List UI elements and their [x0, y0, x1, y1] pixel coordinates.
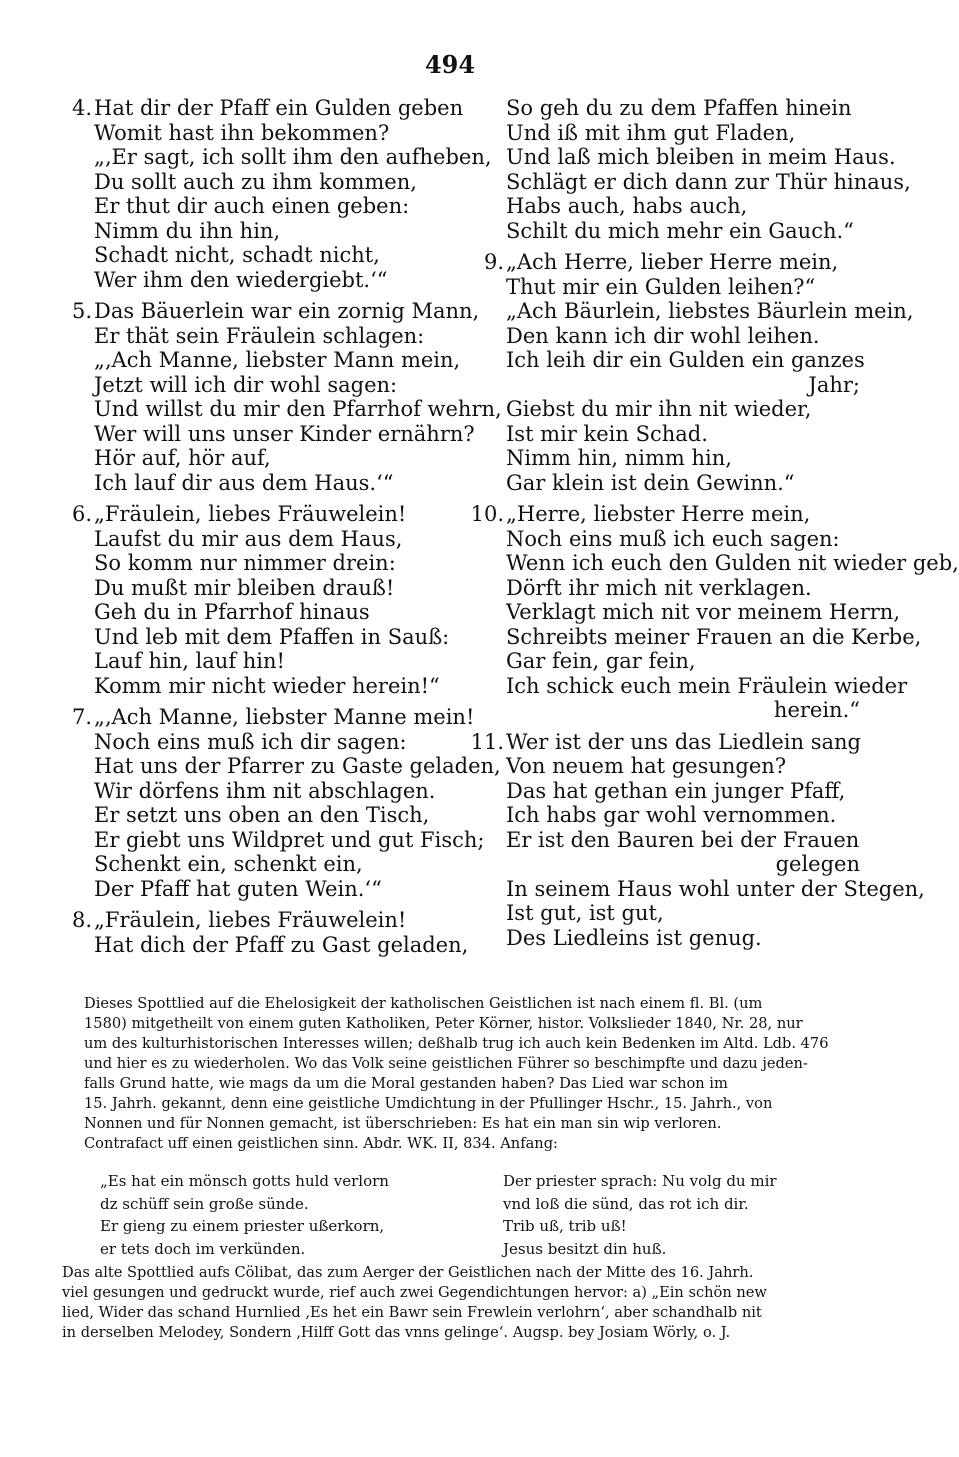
- verse-line: „‚Ach Manne, liebster Mann mein,: [94, 348, 461, 372]
- stanza-lines: [94, 96, 492, 292]
- verse-line: In seinem Haus wohl unter der Stegen,: [506, 876, 925, 901]
- stanza-number: 7.: [71, 705, 92, 729]
- verse-line: Ich lauf dir aus dem Haus.‘“: [94, 470, 394, 495]
- verse-line: Dörft ihr mich nit verklagen.: [506, 575, 812, 600]
- verse-line: Und willst du mir den Pfarrhof wehrn,: [94, 397, 502, 421]
- verse-line: „Ach Bäurlein, liebstes Bäurlein mein,: [506, 299, 914, 323]
- verse-line: Thut mir ein Gulden leihen?“: [506, 274, 816, 299]
- note-line: 1580) mitgetheilt von einem guten Katholiken, Peter Körner, histor. Volkslieder 1840, Nr. 28, nur: [84, 1015, 803, 1032]
- quote-line: Trib uß, trib uß!: [503, 1217, 627, 1235]
- verse-line: Schenkt ein, schenkt ein,: [94, 852, 363, 876]
- footer-note: [62, 1263, 852, 1343]
- stanza: [470, 96, 911, 243]
- note-line: falls Grund hatte, wie mags da um die Moral gestanden haben? Das Lied war schon im: [84, 1075, 728, 1092]
- verse-line: Er thät sein Fräulein schlagen:: [94, 323, 425, 348]
- verse-line: Wer ihm den wiedergiebt.‘“: [94, 267, 388, 292]
- verse-line: Des Liedleins ist genug.: [506, 925, 762, 950]
- verse-line: Hat dich der Pfaff zu Gast geladen,: [94, 932, 469, 957]
- stanza-number: 5.: [71, 299, 92, 323]
- verse-line: Der Pfaff hat guten Wein.‘“: [94, 876, 382, 901]
- verse-line: Und leb mit dem Pfaffen in Sauß:: [94, 624, 450, 649]
- footer-line: Das alte Spottlied aufs Cölibat, das zum Aerger der Geistlichen nach der Mitte des 16. Jahrh.: [62, 1264, 754, 1281]
- verse-line: Schadt nicht, schadt nicht,: [94, 243, 380, 267]
- stanza-lines: [94, 502, 462, 698]
- quoted-verse-left: [100, 1170, 490, 1260]
- verse-line: Wer ist der uns das Liedlein sang: [506, 729, 861, 754]
- verse-line: Er ist den Bauren bei der Frauen: [506, 827, 860, 852]
- verse-line: gelegen: [775, 852, 860, 876]
- stanza-number: 6.: [71, 502, 92, 526]
- stanza-number: 11.: [470, 729, 504, 754]
- stanza-lines: [506, 250, 914, 495]
- verse-line: Hör auf, hör auf,: [94, 446, 271, 470]
- verse-line: Verklagt mich nit vor meinem Herrn,: [506, 600, 901, 624]
- verse-line: Jetzt will ich dir wohl sagen:: [94, 372, 398, 397]
- verse-line: Gar klein ist dein Gewinn.“: [506, 470, 795, 495]
- quote-line: vnd loß die sünd, das rot ich dir.: [503, 1194, 749, 1213]
- note-line: und hier es zu wiederholen. Wo das Volk seine geistlichen Führer so beschimpfte und dazu jeden-: [84, 1055, 808, 1072]
- note-line: Nonnen und für Nonnen gemacht, ist überschrieben: Es hat ein man sin wip verloren.: [84, 1115, 722, 1132]
- footer-line: in derselben Melodey, Sondern ‚Hilff Gott das vnns gelinge‘. Augsp. bey Josiam Wörly, o. J.: [62, 1324, 731, 1341]
- verse-line: Er giebt uns Wildpret und gut Fisch;: [94, 827, 485, 852]
- stanza-lines: [94, 299, 502, 495]
- quote-line: Der priester sprach: Nu volg du mir: [503, 1172, 777, 1190]
- verse-line: Er setzt uns oben an den Tisch,: [94, 803, 430, 827]
- verse-line: „Fräulein, liebes Fräuwelein!: [94, 908, 407, 932]
- note-line: 15. Jahrh. gekannt, denn eine geistliche Umdichtung in der Pfullinger Hschr., 15. Jahrh., von: [84, 1095, 773, 1112]
- verse-line: Lauf hin, lauf hin!: [94, 649, 285, 673]
- quoted-verse-right: [503, 1170, 863, 1260]
- verse-line: „‚Er sagt, ich sollt ihm den aufheben,: [94, 145, 492, 169]
- stanza: [470, 250, 914, 495]
- quote-line: „Es hat ein mönsch gotts huld verlorn: [100, 1172, 389, 1190]
- stanza: [62, 96, 492, 292]
- page-number: 494: [424, 50, 476, 79]
- verse-line: Wir dörfens ihm nit abschlagen.: [94, 778, 436, 803]
- stanza: [62, 299, 502, 495]
- note-line: Contrafact uff einen geistlichen sinn. Abdr. WK. II, 834. Anfang:: [84, 1135, 558, 1152]
- footer-line: lied, Wider das schand Hurnlied ‚Es het ein Bawr sein Frewlein verlohrn‘, aber schandhalb nit: [62, 1304, 762, 1321]
- quote-line: Jesus besitzt din huß.: [503, 1239, 667, 1258]
- verse-line: Er thut dir auch einen geben:: [94, 194, 410, 218]
- verse-line: Jahr;: [808, 372, 860, 397]
- verse-line: Gar fein, gar fein,: [506, 649, 696, 673]
- stanza-number: 10.: [470, 502, 504, 526]
- quote-line: Er gieng zu einem priester ußerkorn,: [100, 1217, 385, 1235]
- stanza-number: 9.: [483, 250, 504, 274]
- verse-line: „‚Ach Manne, liebster Manne mein!: [94, 705, 475, 729]
- stanza-lines: [506, 729, 925, 951]
- verse-line: Das Bäuerlein war ein zornig Mann,: [94, 299, 480, 323]
- verse-line: Nimm hin, nimm hin,: [506, 446, 732, 470]
- verse-line: Noch eins muß ich euch sagen:: [506, 526, 840, 551]
- verse-line: Und iß mit ihm gut Fladen,: [506, 120, 796, 145]
- stanza: [470, 502, 959, 723]
- verse-line: Wer will uns unser Kinder ernährn?: [94, 421, 475, 446]
- right-column: [470, 96, 959, 957]
- verse-line: „Ach Herre, lieber Herre mein,: [506, 250, 839, 274]
- verse-line: Von neuem hat gesungen?: [506, 754, 787, 778]
- stanza: [62, 908, 469, 957]
- verse-line: Ich leih dir ein Gulden ein ganzes: [506, 348, 865, 372]
- verse-line: Ich habs gar wohl vernommen.: [506, 803, 837, 827]
- verse-line: „Herre, liebster Herre mein,: [506, 502, 811, 526]
- editorial-note: [84, 994, 854, 1154]
- footer-line: viel gesungen und gedruckt wurde, rief auch zwei Gegendichtungen hervor: a) „Ein schön new: [62, 1284, 767, 1301]
- verse-line: Den kann ich dir wohl leihen.: [506, 323, 820, 348]
- stanza-number: 8.: [71, 908, 92, 932]
- verse-line: herein.“: [773, 698, 860, 722]
- verse-line: Und laß mich bleiben in meim Haus.: [506, 145, 896, 169]
- verse-line: Wenn ich euch den Gulden nit wieder geb,: [506, 551, 959, 575]
- verse-line: Schlägt er dich dann zur Thür hinaus,: [506, 169, 911, 194]
- stanza-lines: [506, 502, 959, 723]
- quote-line: dz schüff sein große sünde.: [100, 1194, 309, 1213]
- verse-line: Noch eins muß ich dir sagen:: [94, 729, 407, 754]
- verse-line: Giebst du mir ihn nit wieder,: [506, 397, 812, 421]
- verse-line: Laufst du mir aus dem Haus,: [94, 526, 403, 551]
- verse-line: Du sollt auch zu ihm kommen,: [94, 169, 417, 194]
- verse-line: So geh du zu dem Pfaffen hinein: [506, 96, 852, 120]
- stanza-number: 4.: [71, 96, 92, 120]
- quote-line: er tets doch im verkünden.: [100, 1239, 306, 1258]
- stanza: [62, 502, 462, 698]
- verse-line: Nimm du ihn hin,: [94, 218, 281, 243]
- verse-line: Komm mir nicht wieder herein!“: [94, 673, 440, 698]
- verse-line: Hat dir der Pfaff ein Gulden geben: [94, 96, 464, 120]
- verse-line: Du mußt mir bleiben drauß!: [94, 575, 395, 600]
- verse-line: Womit hast ihn bekommen?: [94, 120, 390, 145]
- note-line: Dieses Spottlied auf die Ehelosigkeit der katholischen Geistlichen ist nach einem fl. Bl. (um: [84, 995, 763, 1012]
- verse-line: Das hat gethan ein junger Pfaff,: [506, 778, 846, 803]
- verse-line: „Fräulein, liebes Fräuwelein!: [94, 502, 407, 526]
- stanza-lines: [94, 908, 469, 957]
- verse-line: So komm nur nimmer drein:: [94, 551, 396, 575]
- stanza-lines: [506, 96, 911, 243]
- note-line: um des kulturhistorischen Interesses willen; deßhalb trug ich auch kein Bedenken im Altd. Ldb. 476: [84, 1035, 829, 1052]
- verse-line: Schreibts meiner Frauen an die Kerbe,: [506, 624, 922, 649]
- verse-line: Ist mir kein Schad.: [506, 421, 708, 446]
- verse-line: Schilt du mich mehr ein Gauch.“: [506, 218, 854, 243]
- verse-line: Ist gut, ist gut,: [506, 901, 664, 925]
- verse-line: Habs auch, habs auch,: [506, 194, 748, 218]
- verse-line: Ich schick euch mein Fräulein wieder: [506, 673, 908, 698]
- verse-line: Geh du in Pfarrhof hinaus: [94, 600, 370, 624]
- stanza: [470, 729, 925, 951]
- verse-line: Hat uns der Pfarrer zu Gaste geladen,: [94, 754, 501, 778]
